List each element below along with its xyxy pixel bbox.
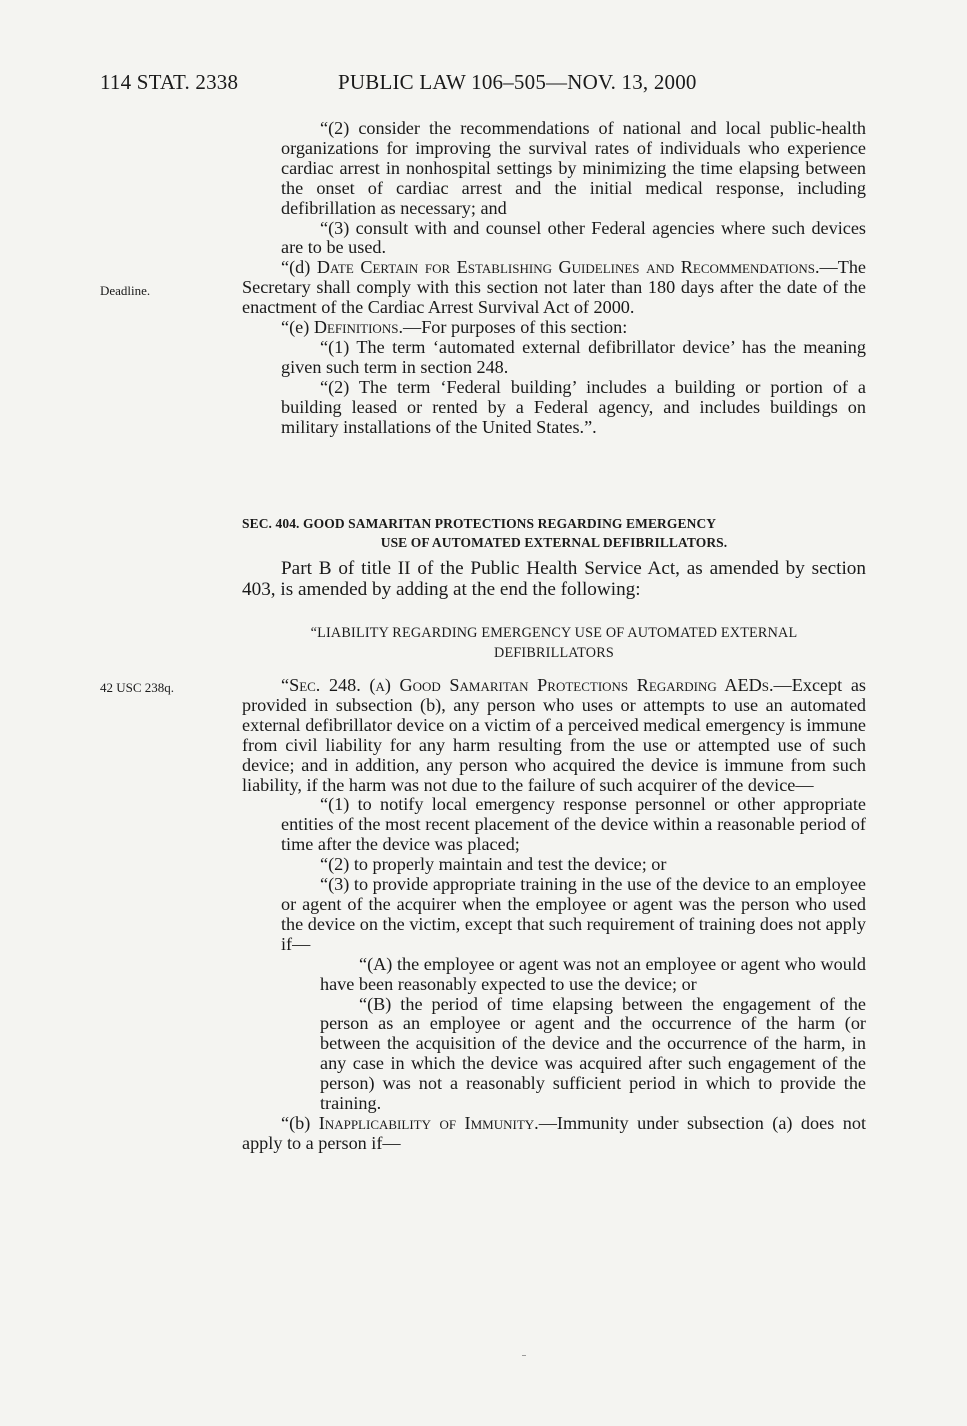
section-248-a-body: —Except as provided in subsection (b), any person who uses or attempts to use an automated external defibrillator device on a victim of a perceived medical emergency is immune from civil liability for any harm resulting from the use or attempted use of such device; and in addition, any person who acquired the device is immune from such liability, if the harm was not due to the failure of such acquirer of the device— bbox=[242, 675, 866, 795]
subsection-d-body: —The Secretary shall comply with this section not later than 180 days after the date of the enactment of the Cardiac Arrest Survival Act of 2000. bbox=[242, 257, 866, 318]
section-404-heading bbox=[242, 514, 866, 552]
section-heading-line-2: USE OF AUTOMATED EXTERNAL DEFIBRILLATORS. bbox=[380, 535, 728, 550]
subsection-e-heading: Definitions. bbox=[313, 317, 403, 338]
subsection-e bbox=[242, 318, 866, 338]
section-heading-line-1: SEC. 404. GOOD SAMARITAN PROTECTIONS REGARDING EMERGENCY bbox=[242, 516, 717, 531]
public-law-title: PUBLIC LAW 106–505—NOV. 13, 2000 bbox=[338, 70, 697, 94]
subparagraph-a-B: “(B) the period of time elapsing between the engagement of the person as an employee or agent and the occurrence of the harm (or between the acquisition of the device and the occurrence of the harm, in any case in which the device was acquired after such engagement of the person) was not a reasonably sufficient period in which to provide the training. bbox=[320, 993, 866, 1114]
section-248-a bbox=[242, 676, 866, 795]
subsection-d bbox=[242, 258, 866, 318]
paragraph-a1: “(1) to notify local emergency response personnel or other appropriate entities of the most recent placement of the device within a reasonable period of time after the device was placed; bbox=[281, 794, 866, 855]
page-bottom-mark bbox=[522, 1355, 526, 1356]
amendment-intro: Part B of title II of the Public Health Service Act, as amended by section 403, is amended by adding at the end the following: bbox=[242, 558, 866, 600]
text-block-lower bbox=[242, 676, 866, 1154]
section-248-b-body: —Immunity under subsection (a) does not apply to a person if— bbox=[242, 1112, 866, 1153]
margin-note-usc: 42 USC 238q. bbox=[100, 680, 175, 695]
paragraph-c2: “(2) consider the recommendations of national and local public-health organizations for improving the survival rates of individuals who experience cardiac arrest in nonhospital settings by minimizing the time elapsing between the onset of cardiac arrest and the initial medical response, including defibrillation as necessary; and bbox=[281, 118, 866, 218]
subsection-e-prefix: “(e) bbox=[281, 317, 314, 338]
statute-page-number: 114 STAT. 2338 bbox=[100, 70, 239, 94]
section-248-a-heading: Good Samaritan Protections Regarding AEDs. bbox=[399, 675, 774, 695]
paragraph-c3: “(3) consult with and counsel other Federal agencies where such devices are to be used. bbox=[281, 217, 866, 258]
subsection-d-prefix: “(d) bbox=[281, 257, 317, 278]
section-248-b-prefix: “(b) bbox=[281, 1112, 319, 1133]
margin-note-deadline: Deadline. bbox=[100, 283, 151, 298]
section-248-b-heading: Inapplicability of Immunity. bbox=[318, 1112, 539, 1133]
paragraph-e2: “(2) The term ‘Federal building’ includes a building or portion of a building leased or rented by a Federal agency, and includes buildings on military installations of the United States.”. bbox=[281, 376, 866, 437]
subsection-d-heading: Date Certain for Establishing Guidelines and Recommendations. bbox=[316, 257, 820, 278]
paragraph-e1: “(1) The term ‘automated external defibrillator device’ has the meaning given such term in section 248. bbox=[281, 336, 866, 377]
subsection-e-body: —For purposes of this section: bbox=[403, 317, 628, 338]
liability-heading-line-2: DEFIBRILLATORS bbox=[494, 645, 614, 661]
subparagraph-a-A: “(A) the employee or agent was not an employee or agent who would have been reasonably expected to use the device; or bbox=[320, 953, 866, 994]
text-block-upper bbox=[242, 119, 866, 438]
paragraph-a3: “(3) to provide appropriate training in the use of the device to an employee or agent of the acquirer when the employee or agent was the person who used the device on the victim, except that such requirement of training does not apply if— bbox=[281, 874, 866, 954]
section-248-a-prefix: “Sec. 248. (a) bbox=[281, 675, 400, 695]
page-header bbox=[100, 70, 870, 98]
liability-heading bbox=[242, 623, 866, 663]
liability-heading-line-1: “LIABILITY REGARDING EMERGENCY USE OF AUTOMATED EXTERNAL bbox=[310, 625, 798, 641]
section-248-b bbox=[242, 1114, 866, 1154]
paragraph-a2: “(2) to properly maintain and test the device; or bbox=[320, 854, 667, 875]
